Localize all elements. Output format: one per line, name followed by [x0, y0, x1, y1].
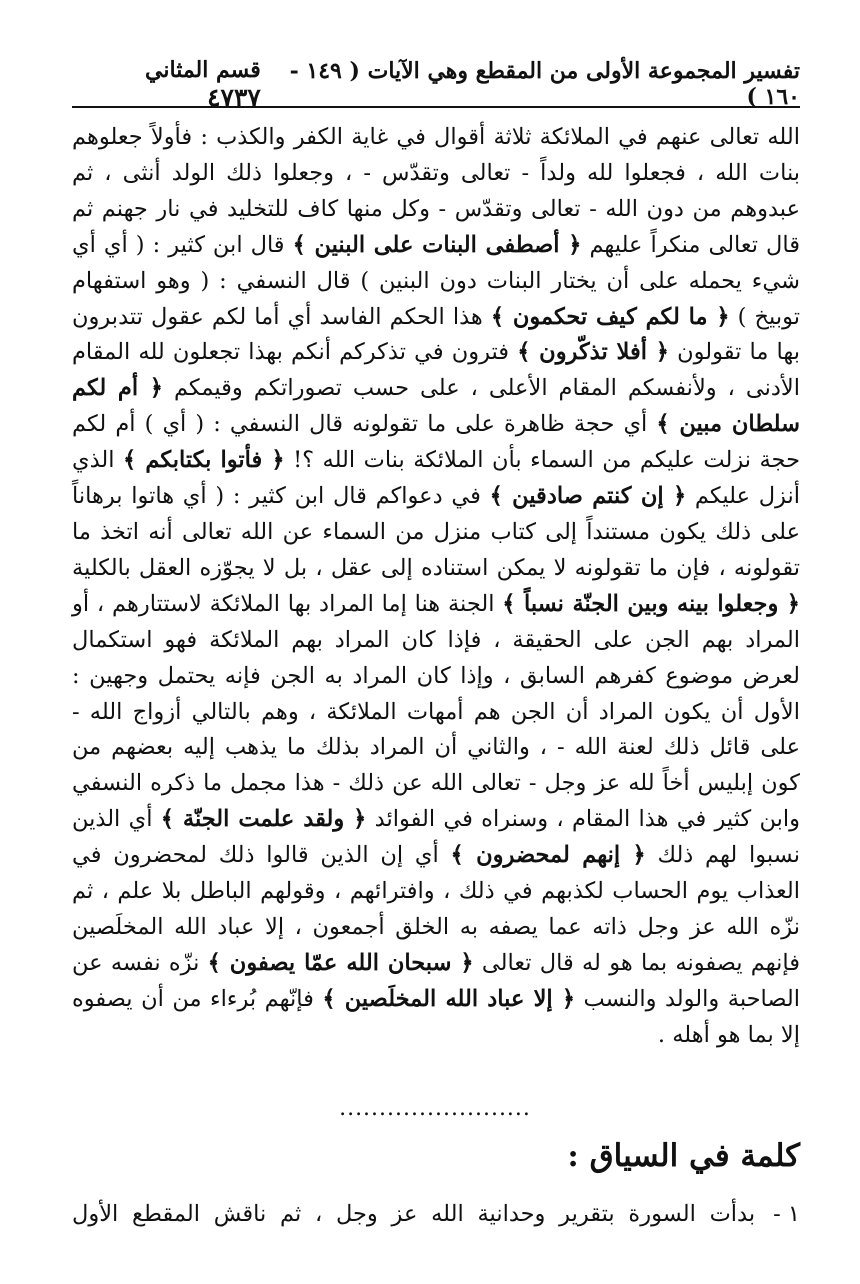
book-title: تفسير المجموعة الأولى من المقطع وهي الآيات ( ١٤٩ - ١٦٠ ) [289, 58, 800, 110]
commentary-text: قال ابن كثير : ( أي أي شيء يحمله على أن يختار البنات دون البنين ) قال النسفي : ( وهو استفهام توبيخ ) [72, 231, 800, 330]
list-item-number: ١ - [773, 1201, 800, 1227]
commentary-text: فترون في تذكركم أنكم بهذا تجعلون لله المقام الأدنى ، ولأنفسكم المقام الأعلى ، على حسب تصوراتكم وقيمكم [72, 339, 800, 402]
running-header [72, 56, 800, 112]
quranic-verse: ﴿ ما لكم كيف تحكمون ﴾ [490, 303, 730, 330]
quranic-verse: ﴿ فأتوا بكتابكم ﴾ [123, 447, 285, 474]
commentary-text: الذي أنزل عليكم [72, 447, 800, 510]
commentary-text: أي حجة ظاهرة على ما تقولونه قال النسفي : ( أي ) أم لكم حجة نزلت عليكم من السماء بأن الملائكة بنات الله ؟! [72, 411, 800, 474]
quranic-verse: ﴿ أصطفى البنات على البنين ﴾ [292, 231, 582, 258]
commentary-paragraph [72, 120, 800, 1054]
section-heading: كلمة في السياق : [567, 1138, 800, 1174]
quranic-verse: ﴿ وجعلوا بينه وبين الجنّة نسباً ﴾ [502, 590, 800, 617]
header-divider [72, 106, 800, 108]
header-right-group [72, 57, 261, 112]
page-number: ٤٧٣٧ [207, 82, 261, 112]
commentary-text: فإنّهم بُرءاء من أن يصفوه إلا بما هو أهله . [72, 985, 800, 1048]
list-item [72, 1196, 800, 1232]
quranic-verse: ﴿ إلا عباد الله المخلَصين ﴾ [322, 985, 576, 1012]
part-name: قسم المثاني [145, 56, 261, 83]
commentary-text: هذا الحكم الفاسد أي أما لكم عقول تتدبرون بها ما تقولون [72, 303, 801, 366]
quranic-verse: ﴿ أفلا تذكّرون ﴾ [517, 339, 669, 366]
quranic-verse: ﴿ إنهم لمحضرون ﴾ [450, 842, 646, 869]
list-item-text: بدأت السورة بتقرير وحدانية الله عز وجل ، ثم ناقش المقطع الأول [72, 1201, 756, 1227]
commentary-text: نزّه نفسه عن الصاحبة والولد والنسب [72, 949, 800, 1012]
section-separator: ........................ [339, 1096, 531, 1121]
commentary-text: الله تعالى عنهم في الملائكة ثلاثة أقوال في غاية الكفر والكذب : فأولاً جعلوهم بنات الله ، فجعلوا لله ولداً - تعالى وتقدّس - ، وجعلوا ذلك الولد أنثى ، ثم عبدوهم من دون الله - تعالى وتقدّس - وكل منها كاف للتخليد في نار جهنم ثم قال تعالى منكراً عليهم [72, 124, 801, 258]
quranic-verse: ﴿ أم لكم سلطان مبين ﴾ [72, 375, 800, 438]
commentary-text: الجنة هنا إما المراد بها الملائكة لاستتارهم ، أو المراد بهم الجن على الحقيقة ، فإذا كان المراد بهم الملائكة فهو استكمال لعرض موضوع كفرهم السابق ، وإذا كان المراد به الجن فإنه يحتمل وجهين : الأول أن يكون المراد أن الجن هم أمهات الملائكة ، وهم بالتالي أزواج الله - على قائل ذلك لعنة الله - ، والثاني أن المراد بذلك ما يذهب إليه بعضهم من كون إبليس أخاً لله عز وجل - تعالى الله عن ذلك - هذا مجمل ما ذكره النسفي وابن كثير في هذا المقام ، وسنراه في الفوائد [72, 590, 801, 833]
commentary-text: في دعواكم قال ابن كثير : ( أي هاتوا برهاناً على ذلك يكون مستنداً إلى كتاب منزل من السماء عن الله تعالى أنه اتخذ ما تقولونه ، فإن ما تقولونه لا يمكن استناده إلى عقل ، بل لا يجوّزه العقل بالكلية [72, 483, 800, 581]
quranic-verse: ﴿ إن كنتم صادقين ﴾ [489, 483, 687, 510]
quranic-verse: ﴿ ولقد علمت الجنّة ﴾ [160, 806, 367, 833]
commentary-text: أي إن الذين قالوا ذلك لمحضرون في العذاب يوم الحساب لكذبهم في ذلك ، وافترائهم ، وقولهم الباطل بلا علم ، ثم نزّه الله عز وجل ذاته عما يصفه به الخلق أجمعون ، إلا عباد الله المخلَصين فإنهم يصفونه بما هو له قال تعالى [72, 842, 800, 976]
commentary-text: أي الذين نسبوا لهم ذلك [72, 806, 800, 869]
quranic-verse: ﴿ سبحان الله عمّا يصفون ﴾ [207, 949, 474, 976]
